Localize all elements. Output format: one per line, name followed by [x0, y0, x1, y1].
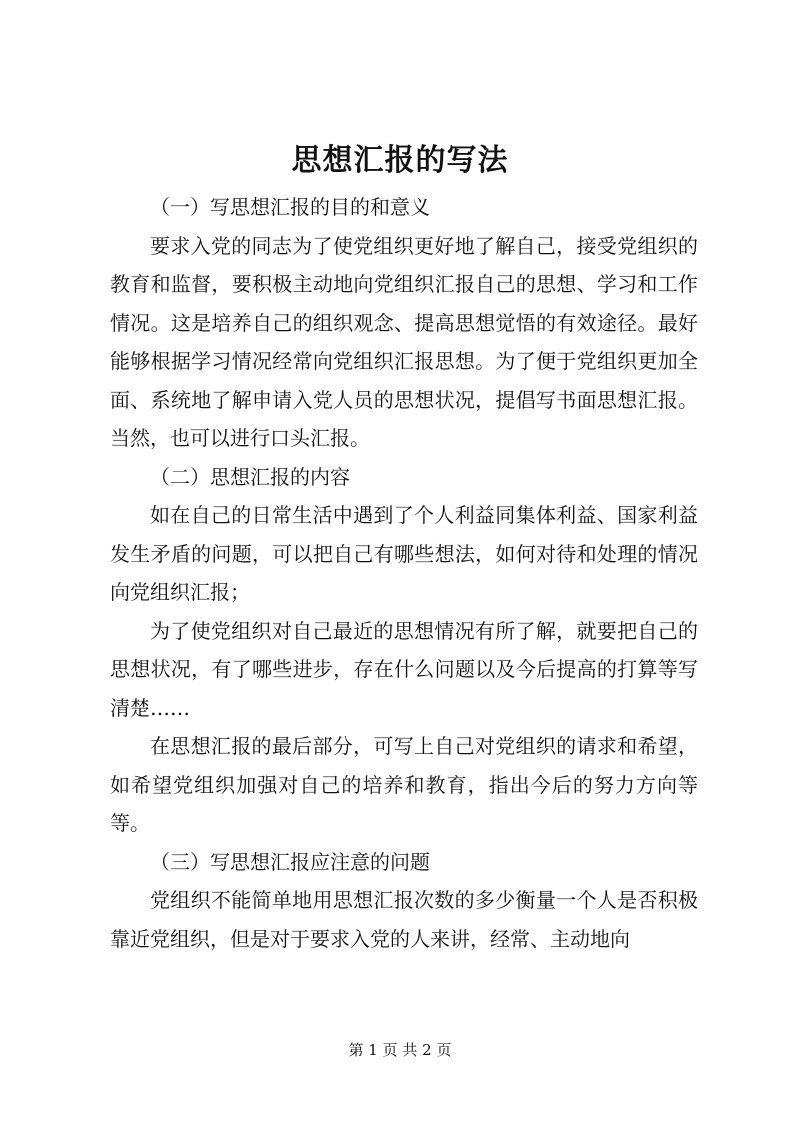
section-2-paragraph-3: 在思想汇报的最后部分，可写上自己对党组织的请求和希望，如希望党组织加强对自己的培养和教育，指出今后的努力方向等等。 [110, 734, 698, 835]
page-number-footer: 第 1 页 共 2 页 [348, 1041, 452, 1059]
document-title: 思想汇报的写法 [291, 143, 509, 178]
document-body [110, 188, 698, 958]
section-2-paragraph-1: 如在自己的日常生活中遇到了个人利益同集体利益、国家利益发生矛盾的问题，可以把自己有哪些想法，如何对待和处理的情况向党组织汇报； [110, 503, 698, 604]
section-heading-2: （二）思想汇报的内容 [150, 464, 350, 489]
section-1-paragraph-1: 要求入党的同志为了使党组织更好地了解自己，接受党组织的教育和监督，要积极主动地向党组织汇报自己的思想、学习和工作情况。这是培养自己的组织观念、提高思想觉悟的有效途径。最好能够根据学习情况经常向党组织汇报思想。为了便于党组织更加全面、系统地了解申请入党人员的思想状况，提倡写书面思想汇报。当然，也可以进行口头汇报。 [110, 233, 698, 450]
section-3-paragraph-1: 党组织不能简单地用思想汇报次数的多少衡量一个人是否积极靠近党组织，但是对于要求入党的人来讲，经常、主动地向 [110, 888, 698, 951]
section-heading-3: （三）写思想汇报应注意的问题 [150, 849, 430, 874]
section-2-paragraph-2: 为了使党组织对自己最近的思想情况有所了解，就要把自己的思想状况，有了哪些进步，存在什么问题以及今后提高的打算等写清楚…… [110, 618, 698, 720]
section-heading-1: （一）写思想汇报的目的和意义 [150, 195, 430, 219]
